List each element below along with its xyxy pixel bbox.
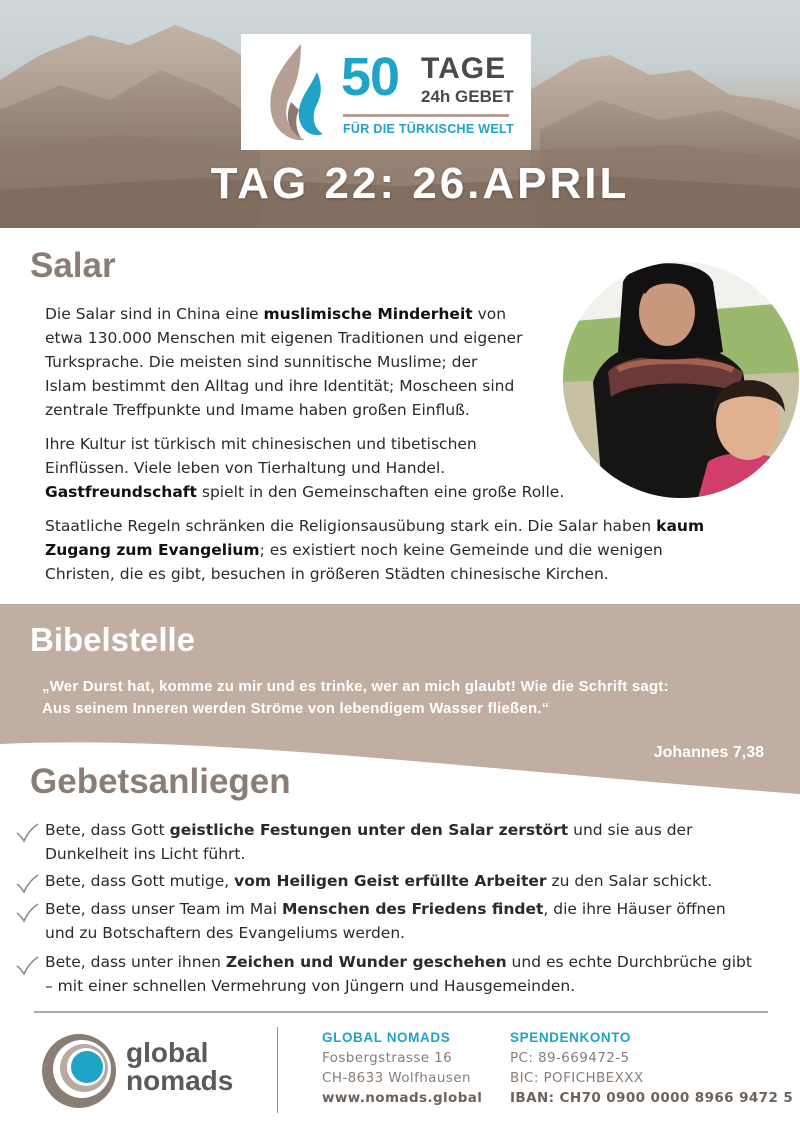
org-city: CH-8633 Wolfhausen xyxy=(322,1070,471,1086)
global-nomads-logo-text-1: global xyxy=(126,1037,209,1068)
bible-reference: Johannes 7,38 xyxy=(653,744,764,761)
logo-number: 50 xyxy=(341,47,400,107)
section-title-salar: Salar xyxy=(30,246,116,285)
checkmark-icon xyxy=(14,874,40,894)
account-bic: BIC: POFICHBEXXX xyxy=(510,1070,644,1086)
checkmark-icon xyxy=(14,956,40,976)
org-heading: GLOBAL NOMADS xyxy=(322,1030,451,1045)
flame-icon xyxy=(261,42,331,146)
prayer-item-2: Bete, dass Gott mutige, vom Heiligen Geist erfüllte Arbeiter zu den Salar schickt. xyxy=(45,872,713,890)
woman-and-child-photo xyxy=(563,262,799,498)
logo-divider xyxy=(343,114,509,117)
logo-subtitle: FÜR DIE TÜRKISCHE WELT xyxy=(343,122,514,136)
header-banner xyxy=(0,0,800,228)
logo-gebet: 24h GEBET xyxy=(421,87,514,106)
event-logo xyxy=(241,34,531,150)
bible-quote: „Wer Durst hat, komme zu mir und es trinke, wer an mich glaubt! Wie die Schrift sagt: Aus seinem Inneren werden Ströme von lebendigem Wasser fließen.“ xyxy=(42,678,669,717)
prayer-item-1: Bete, dass Gott geistliche Festungen unter den Salar zerstört und sie aus der Dunkelheit ins Licht führt. xyxy=(45,821,693,863)
account-iban: IBAN: CH70 0900 0000 8966 9472 5 xyxy=(510,1090,794,1106)
checkmark-icon xyxy=(14,823,40,843)
checkmark-icon xyxy=(14,903,40,923)
global-nomads-logo-icon xyxy=(40,1032,118,1110)
section-title-prayer: Gebetsanliegen xyxy=(30,762,291,801)
logo-tage: TAGE xyxy=(421,52,507,85)
salar-paragraph-3: Staatliche Regeln schränken die Religionsausübung stark ein. Die Salar haben kaum Zugang zum Evangelium; es existiert noch keine Gemeinde und die wenigen Christen, die es gibt, besuchen in größeren Städten chinesische Kirchen. xyxy=(45,517,705,583)
footer-divider xyxy=(34,1011,768,1013)
global-nomads-logo-text-2: nomads xyxy=(126,1065,234,1096)
prayer-item-4: Bete, dass unter ihnen Zeichen und Wunder geschehen und es echte Durchbrüche gibt – mit einer schnellen Vermehrung von Jüngern und Hausgemeinden. xyxy=(45,953,752,995)
salar-paragraph-2: Ihre Kultur ist türkisch mit chinesischen und tibetischen Einflüssen. Viele leben von Tierhaltung und Handel. Gastfreundschaft spielt in den Gemeinschaften eine große Rolle. xyxy=(45,435,565,501)
prayer-item-3: Bete, dass unser Team im Mai Menschen des Friedens findet, die ihre Häuser öffnen und zu Botschaftern des Evangeliums werden. xyxy=(45,900,726,942)
account-heading: SPENDENKONTO xyxy=(510,1030,631,1045)
footer-separator xyxy=(277,1027,278,1113)
org-website-link[interactable]: www.nomads.global xyxy=(322,1090,483,1106)
salar-paragraph-1: Die Salar sind in China eine muslimische Minderheit von etwa 130.000 Menschen mit eigenen Traditionen und eigener Turksprache. Die meisten sind sunnitische Muslime; der Islam bestimmt den Alltag und ihre Identität; Moscheen sind zentrale Treffpunkte und Imame haben großen Einfluß. xyxy=(45,305,523,419)
section-title-bible: Bibelstelle xyxy=(30,621,196,658)
account-pc: PC: 89-669472-5 xyxy=(510,1050,630,1066)
day-title: TAG 22: 26.APRIL xyxy=(210,159,630,208)
org-street: Fosbergstrasse 16 xyxy=(322,1050,453,1066)
